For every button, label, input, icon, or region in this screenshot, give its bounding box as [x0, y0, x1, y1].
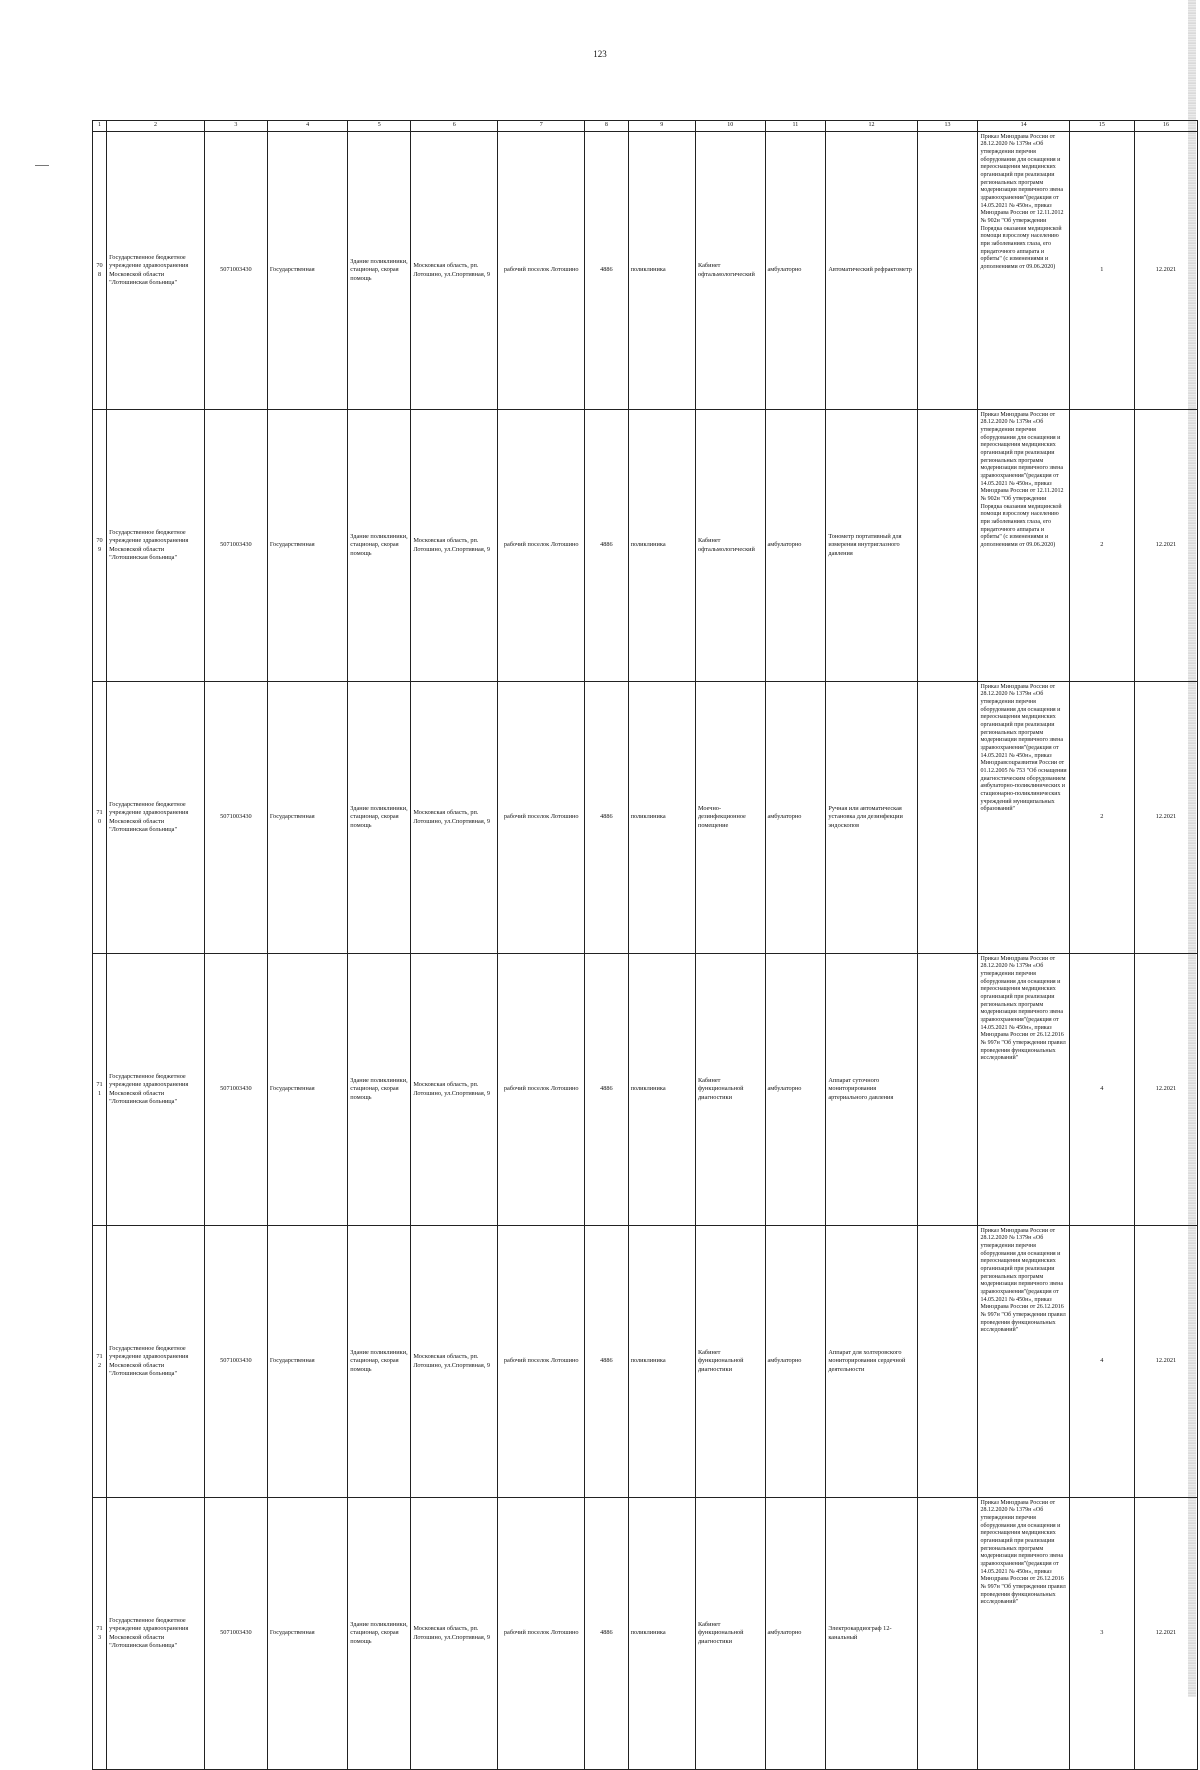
basis-cell — [978, 682, 1069, 954]
organization-name: Государственное бюджетное учреждение здравоохранения Московской области "Лотошинская больница" — [107, 1498, 205, 1770]
equipment-table — [92, 120, 1198, 1770]
table-row — [93, 1226, 1198, 1498]
inn-cell: 5071003430 — [204, 410, 267, 682]
date-cell: 12.2021 — [1134, 1226, 1197, 1498]
building-cell: Здание поликлиники, стационар, скорая помощь — [348, 132, 411, 410]
column-header: 13 — [917, 121, 978, 132]
unit-cell: поликлиника — [628, 132, 695, 410]
ownership-cell: Государственная — [267, 682, 347, 954]
quantity-cell: 4 — [1069, 954, 1134, 1226]
quantity-cell: 2 — [1069, 410, 1134, 682]
equipment-cell: Ручная или автоматическая установка для дезинфекции эндоскопов — [826, 682, 917, 954]
building-cell: Здание поликлиники, стационар, скорая помощь — [348, 410, 411, 682]
basis-text: Приказ Минздрава России от 28.12.2020 № 1379н «Об утверждении перечня оборудования для оснащения и переоснащения медицинских организаций при реализации региональных программ модернизации первичного звена здравоохранения"(редакция от 14.05.2021 № 450н», приказ Минздравсоцразвития России от 01.12.2005 № 753 "Об оснащении диагностическим оборудованием амбулаторно-поликлинических и стационарно-поликлинических учреждений муниципальных образований" — [980, 683, 1067, 813]
building-cell: Здание поликлиники, стационар, скорая помощь — [348, 1226, 411, 1498]
column-header: 14 — [978, 121, 1069, 132]
address-cell: Московская область, рп. Лотошино, ул.Спортивная, 9 — [411, 1498, 498, 1770]
column-header: 4 — [267, 121, 347, 132]
basis-cell — [978, 1498, 1069, 1770]
code-cell: 4886 — [585, 954, 628, 1226]
row-number: 712 — [93, 1226, 107, 1498]
empty-cell — [917, 682, 978, 954]
address-cell: Московская область, рп. Лотошино, ул.Спортивная, 9 — [411, 410, 498, 682]
code-cell: 4886 — [585, 682, 628, 954]
care-type-cell: амбулаторно — [765, 410, 826, 682]
column-header: 1 — [93, 121, 107, 132]
address-cell: Московская область, рп. Лотошино, ул.Спортивная, 9 — [411, 132, 498, 410]
settlement-cell: рабочий поселок Лотошино — [498, 410, 585, 682]
quantity-cell: 2 — [1069, 682, 1134, 954]
address-cell: Московская область, рп. Лотошино, ул.Спортивная, 9 — [411, 1226, 498, 1498]
basis-cell — [978, 132, 1069, 410]
date-cell: 12.2021 — [1134, 682, 1197, 954]
inn-cell: 5071003430 — [204, 1226, 267, 1498]
quantity-cell: 4 — [1069, 1226, 1134, 1498]
organization-name: Государственное бюджетное учреждение здравоохранения Московской области "Лотошинская больница" — [107, 954, 205, 1226]
building-cell: Здание поликлиники, стационар, скорая помощь — [348, 682, 411, 954]
date-cell: 12.2021 — [1134, 1498, 1197, 1770]
column-header: 5 — [348, 121, 411, 132]
room-cell: Кабинет функциональной диагностики — [695, 1226, 765, 1498]
settlement-cell: рабочий поселок Лотошино — [498, 1498, 585, 1770]
equipment-cell: Аппарат для холтеровского мониторирования сердечной деятельности — [826, 1226, 917, 1498]
care-type-cell: амбулаторно — [765, 954, 826, 1226]
code-cell: 4886 — [585, 410, 628, 682]
basis-text: Приказ Минздрава России от 28.12.2020 № 1379н «Об утверждении перечня оборудования для оснащения и переоснащения медицинских организаций при реализации региональных программ модернизации первичного звена здравоохранения"(редакция от 14.05.2021 № 450н», приказ Минздрава России от 26.12.2016 № 997н "Об утверждении правил проведения функциональных исследований" — [980, 955, 1066, 1062]
row-number: 709 — [93, 410, 107, 682]
settlement-cell: рабочий поселок Лотошино — [498, 954, 585, 1226]
organization-name: Государственное бюджетное учреждение здравоохранения Московской области "Лотошинская больница" — [107, 410, 205, 682]
room-cell: Кабинет офтальмологический — [695, 132, 765, 410]
organization-name: Государственное бюджетное учреждение здравоохранения Московской области "Лотошинская больница" — [107, 682, 205, 954]
basis-text: Приказ Минздрава России от 28.12.2020 № 1379н «Об утверждении перечня оборудования для оснащения и переоснащения медицинских организаций при реализации региональных программ модернизации первичного звена здравоохранения"(редакция от 14.05.2021 № 450н», приказ Минздрава России от 26.12.2016 № 997н "Об утверждении правил проведения функциональных исследований" — [980, 1499, 1066, 1606]
unit-cell: поликлиника — [628, 954, 695, 1226]
date-cell: 12.2021 — [1134, 954, 1197, 1226]
empty-cell — [917, 410, 978, 682]
table-row — [93, 954, 1198, 1226]
unit-cell: поликлиника — [628, 1226, 695, 1498]
column-header: 16 — [1134, 121, 1197, 132]
quantity-cell: 1 — [1069, 132, 1134, 410]
equipment-cell: Автоматический рефрактометр — [826, 132, 917, 410]
empty-cell — [917, 132, 978, 410]
row-number: 708 — [93, 132, 107, 410]
basis-text: Приказ Минздрава России от 28.12.2020 № 1379н «Об утверждении перечня оборудования для оснащения и переоснащения медицинских организаций при реализации региональных программ модернизации первичного звена здравоохранения"(редакция от 14.05.2021 № 450н», приказ Минздрава России от 12.11.2012 № 902н "Об утверждении Порядка оказания медицинской помощи взрослому населению при заболеваниях глаза, его придаточного аппарата и орбиты" (с изменениями и дополнениями от 09.06.2020) — [980, 133, 1064, 270]
address-cell: Московская область, рп. Лотошино, ул.Спортивная, 9 — [411, 682, 498, 954]
building-cell: Здание поликлиники, стационар, скорая помощь — [348, 1498, 411, 1770]
room-cell: Кабинет функциональной диагностики — [695, 954, 765, 1226]
inn-cell: 5071003430 — [204, 1498, 267, 1770]
care-type-cell: амбулаторно — [765, 682, 826, 954]
row-number: 710 — [93, 682, 107, 954]
ownership-cell: Государственная — [267, 132, 347, 410]
table-row — [93, 410, 1198, 682]
column-header: 7 — [498, 121, 585, 132]
page-number: 123 — [593, 49, 607, 59]
column-header: 2 — [107, 121, 205, 132]
table-row — [93, 132, 1198, 410]
building-cell: Здание поликлиники, стационар, скорая помощь — [348, 954, 411, 1226]
address-cell: Московская область, рп. Лотошино, ул.Спортивная, 9 — [411, 954, 498, 1226]
inn-cell: 5071003430 — [204, 682, 267, 954]
basis-cell — [978, 954, 1069, 1226]
column-header: 10 — [695, 121, 765, 132]
ownership-cell: Государственная — [267, 1498, 347, 1770]
code-cell: 4886 — [585, 132, 628, 410]
ownership-cell: Государственная — [267, 1226, 347, 1498]
column-header: 12 — [826, 121, 917, 132]
ownership-cell: Государственная — [267, 954, 347, 1226]
ownership-cell: Государственная — [267, 410, 347, 682]
basis-text: Приказ Минздрава России от 28.12.2020 № 1379н «Об утверждении перечня оборудования для оснащения и переоснащения медицинских организаций при реализации региональных программ модернизации первичного звена здравоохранения"(редакция от 14.05.2021 № 450н», приказ Минздрава России от 12.11.2012 № 902н "Об утверждении Порядка оказания медицинской помощи взрослому населению при заболеваниях глаза, его придаточного аппарата и орбиты" (с изменениями и дополнениями от 09.06.2020) — [980, 411, 1064, 548]
header-row — [93, 121, 1198, 132]
care-type-cell: амбулаторно — [765, 132, 826, 410]
code-cell: 4886 — [585, 1226, 628, 1498]
equipment-cell: Аппарат суточного мониторирования артериального давления — [826, 954, 917, 1226]
unit-cell: поликлиника — [628, 682, 695, 954]
care-type-cell: амбулаторно — [765, 1226, 826, 1498]
room-cell: Моечно-дезинфекционное помещение — [695, 682, 765, 954]
unit-cell: поликлиника — [628, 1498, 695, 1770]
column-header: 15 — [1069, 121, 1134, 132]
equipment-cell: Тонометр портативный для измерения внутриглазного давления — [826, 410, 917, 682]
inn-cell: 5071003430 — [204, 954, 267, 1226]
empty-cell — [917, 1226, 978, 1498]
basis-text: Приказ Минздрава России от 28.12.2020 № 1379н «Об утверждении перечня оборудования для оснащения и переоснащения медицинских организаций при реализации региональных программ модернизации первичного звена здравоохранения"(редакция от 14.05.2021 № 450н», приказ Минздрава России от 26.12.2016 № 997н "Об утверждении правил проведения функциональных исследований" — [980, 1227, 1066, 1334]
inn-cell: 5071003430 — [204, 132, 267, 410]
basis-cell — [978, 1226, 1069, 1498]
settlement-cell: рабочий поселок Лотошино — [498, 682, 585, 954]
empty-cell — [917, 954, 978, 1226]
room-cell: Кабинет офтальмологический — [695, 410, 765, 682]
quantity-cell: 3 — [1069, 1498, 1134, 1770]
row-number: 713 — [93, 1498, 107, 1770]
column-header: 6 — [411, 121, 498, 132]
column-header: 11 — [765, 121, 826, 132]
basis-cell — [978, 410, 1069, 682]
equipment-cell: Электрокардиограф 12-канальный — [826, 1498, 917, 1770]
organization-name: Государственное бюджетное учреждение здравоохранения Московской области "Лотошинская больница" — [107, 1226, 205, 1498]
organization-name: Государственное бюджетное учреждение здравоохранения Московской области "Лотошинская больница" — [107, 132, 205, 410]
column-header: 8 — [585, 121, 628, 132]
care-type-cell: амбулаторно — [765, 1498, 826, 1770]
code-cell: 4886 — [585, 1498, 628, 1770]
table-row — [93, 1498, 1198, 1770]
column-header: 9 — [628, 121, 695, 132]
date-cell: 12.2021 — [1134, 132, 1197, 410]
margin-mark — [35, 165, 49, 166]
empty-cell — [917, 1498, 978, 1770]
unit-cell: поликлиника — [628, 410, 695, 682]
column-header: 3 — [204, 121, 267, 132]
room-cell: Кабинет функциональной диагностики — [695, 1498, 765, 1770]
date-cell: 12.2021 — [1134, 410, 1197, 682]
row-number: 711 — [93, 954, 107, 1226]
settlement-cell: рабочий поселок Лотошино — [498, 132, 585, 410]
table-row — [93, 682, 1198, 954]
settlement-cell: рабочий поселок Лотошино — [498, 1226, 585, 1498]
